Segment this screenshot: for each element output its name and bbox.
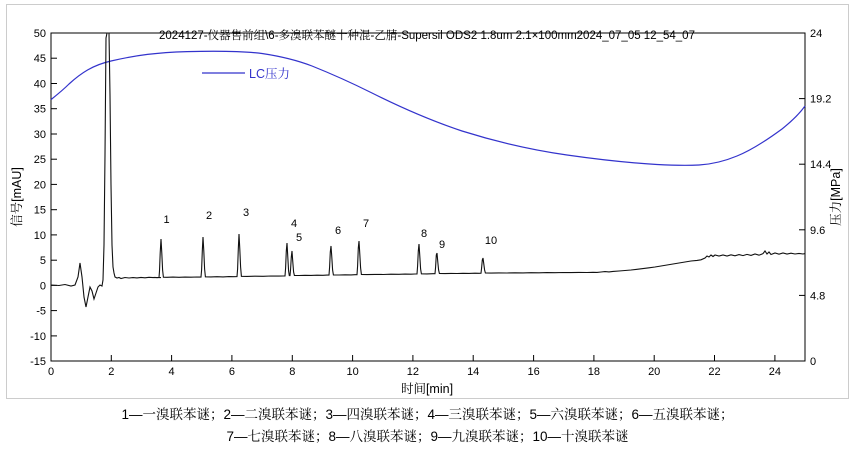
svg-text:24: 24 <box>768 366 782 378</box>
legend-label-pressure: LC压力 <box>249 67 290 81</box>
svg-text:10: 10 <box>346 366 359 378</box>
peak-label: 9 <box>438 239 446 251</box>
x-axis-title: 时间[min] <box>400 382 454 396</box>
peak-label: 1 <box>163 214 170 226</box>
peak-label: 4 <box>290 218 298 230</box>
svg-text:9.6: 9.6 <box>810 224 826 237</box>
svg-text:-15: -15 <box>30 356 46 368</box>
peak-label: 7 <box>362 218 370 230</box>
svg-text:0: 0 <box>810 356 817 368</box>
peak-label: 8 <box>420 228 428 240</box>
svg-text:35: 35 <box>33 103 46 116</box>
peak-label: 2 <box>205 210 213 222</box>
svg-text:-5: -5 <box>36 305 46 318</box>
peak-label: 6 <box>334 225 342 237</box>
svg-text:24: 24 <box>810 28 823 40</box>
svg-text:-10: -10 <box>30 330 46 343</box>
svg-text:30: 30 <box>33 129 46 141</box>
svg-text:12: 12 <box>406 366 420 378</box>
svg-text:10: 10 <box>33 229 46 242</box>
svg-text:0: 0 <box>39 280 46 293</box>
svg-text:25: 25 <box>33 154 46 167</box>
svg-text:15: 15 <box>33 204 46 217</box>
peak-label: 3 <box>242 207 250 219</box>
svg-text:14.4: 14.4 <box>810 159 832 172</box>
svg-text:2: 2 <box>108 366 115 378</box>
y-axis-title: 信号[mAU] <box>10 167 24 227</box>
svg-text:20: 20 <box>33 179 46 192</box>
svg-text:0: 0 <box>47 366 55 378</box>
svg-text:4.8: 4.8 <box>810 290 826 303</box>
chromatogram-plot <box>7 5 848 398</box>
svg-text:8: 8 <box>289 366 296 378</box>
figure-caption <box>0 404 855 448</box>
svg-text:22: 22 <box>708 366 721 378</box>
peak-label: 5 <box>295 232 303 244</box>
y2-axis-title: 压力[MPa] <box>829 168 843 226</box>
svg-text:50: 50 <box>33 28 46 40</box>
caption-line-2: 7—七溴联苯谜；8—八溴联苯谜；9—九溴联苯谜；10—十溴联苯谜 <box>226 429 629 444</box>
svg-text:6: 6 <box>228 366 235 378</box>
svg-text:40: 40 <box>33 78 46 91</box>
svg-text:14: 14 <box>467 366 480 378</box>
caption-line-1: 1—一溴联苯谜；2—二溴联苯谜；3—四溴联苯谜；4—三溴联苯谜；5—六溴联苯谜；6—五溴联苯谜； <box>121 407 734 422</box>
svg-text:19.2: 19.2 <box>810 93 832 106</box>
plot-frame <box>6 4 849 399</box>
svg-text:20: 20 <box>648 366 661 378</box>
svg-text:4: 4 <box>168 366 175 378</box>
svg-text:45: 45 <box>33 53 46 66</box>
svg-text:16: 16 <box>527 366 540 378</box>
chart-title: 2024127-仪器售前组\6-多溴联苯醚十种混-乙腈-Supersil ODS2 1.8um 2.1×100mm2024_07_05 12_54_07 <box>159 30 695 42</box>
svg-text:18: 18 <box>587 366 601 378</box>
axes <box>51 33 805 361</box>
svg-text:5: 5 <box>39 255 46 268</box>
peak-label: 10 <box>484 235 498 247</box>
